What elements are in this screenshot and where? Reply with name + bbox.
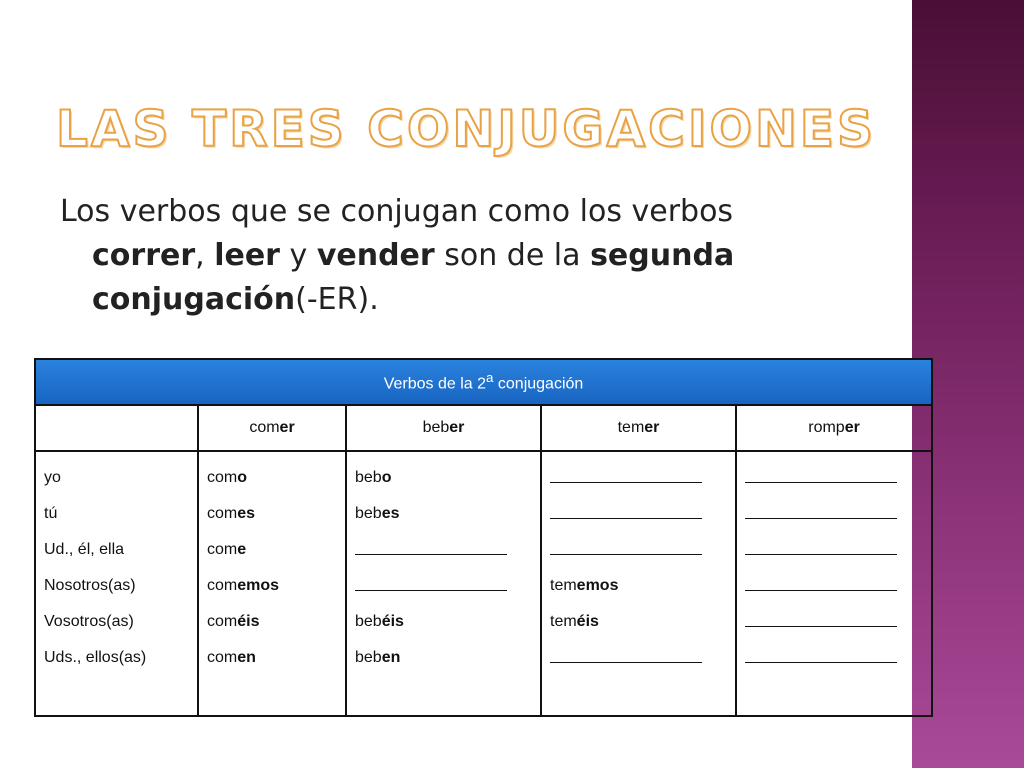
body-text-part: son de la [434, 238, 591, 273]
conjugated-form [207, 496, 337, 532]
conjugation-ending: emos [576, 577, 619, 594]
pronoun-label: yo [44, 469, 61, 486]
blank-answer-line [745, 640, 923, 676]
verb-ending: er [644, 419, 660, 436]
pronoun-label: tú [44, 505, 58, 522]
verb-ending: er [449, 419, 465, 436]
verb-stem: tem [617, 419, 645, 436]
body-text-part: (-ER). [295, 282, 379, 317]
blank-answer-line [550, 496, 727, 532]
conjugation-ending: éis [576, 613, 599, 630]
conjugation-stem: tem [550, 613, 577, 630]
conjugated-form [550, 568, 727, 604]
table-header-text-end: conjugación [493, 375, 584, 393]
slide-body-text [60, 190, 852, 322]
conjugation-column-beber [346, 451, 541, 716]
conjugation-ending: éis [381, 613, 404, 630]
verb-stem: com [249, 419, 280, 436]
pronoun-label: Vosotros(as) [44, 613, 134, 630]
fill-in-blank [745, 568, 897, 591]
conjugated-form [207, 460, 337, 496]
fill-in-blank [550, 640, 702, 663]
conjugation-stem: com [207, 541, 238, 558]
pronoun-column [35, 451, 198, 716]
conjugation-column-romper [736, 451, 932, 716]
verb-header-romper [736, 405, 932, 451]
verb-header-comer [198, 405, 346, 451]
blank-answer-line [745, 568, 923, 604]
blank-answer-line [745, 532, 923, 568]
fill-in-blank [745, 496, 897, 519]
conjugation-stem: beb [355, 649, 382, 666]
blank-answer-line [550, 460, 727, 496]
conjugated-form [355, 640, 532, 676]
fill-in-blank [745, 604, 897, 627]
verb-ending: er [844, 419, 860, 436]
fill-in-blank [355, 568, 507, 591]
verb-stem: romp [808, 419, 845, 436]
body-text-part: , [195, 238, 215, 273]
blank-answer-line [550, 532, 727, 568]
verb-example-vender: vender [316, 238, 435, 273]
fill-in-blank [355, 532, 507, 555]
table-header [35, 359, 932, 405]
table-header-text: Verbos de la 2 [383, 375, 487, 393]
conjugation-ending: o [237, 469, 248, 486]
conjugation-table-container [34, 358, 931, 717]
conjugated-form [207, 640, 337, 676]
pronoun-label: Uds., ellos(as) [44, 649, 147, 666]
conjugated-form [355, 460, 532, 496]
conjugation-stem: tem [550, 577, 577, 594]
verb-header-beber [346, 405, 541, 451]
conjugation-ending: es [381, 505, 400, 522]
verb-stem: beb [422, 419, 450, 436]
conjugation-stem: com [207, 613, 238, 630]
conjugation-name: segunda conjugación [92, 238, 735, 317]
table-header-superscript: a [486, 370, 494, 386]
slide-title: LAS TRES CONJUGACIONES [56, 100, 876, 158]
pronoun-label: Ud., él, ella [44, 541, 125, 558]
conjugated-form [207, 604, 337, 640]
conjugation-data-row [35, 451, 932, 716]
conjugated-form [355, 496, 532, 532]
conjugation-column-temer [541, 451, 736, 716]
blank-answer-line [355, 568, 532, 604]
fill-in-blank [550, 460, 702, 483]
fill-in-blank [745, 460, 897, 483]
conjugation-ending: o [381, 469, 392, 486]
blank-answer-line [745, 496, 923, 532]
body-text-part: Los verbos que se conjugan como los verbos [60, 194, 734, 229]
blank-answer-line [355, 532, 532, 568]
conjugated-form [207, 568, 337, 604]
conjugation-ending: éis [237, 613, 260, 630]
pronoun-label: Nosotros(as) [44, 577, 136, 594]
verb-ending: er [279, 419, 295, 436]
conjugation-table [34, 358, 933, 717]
conjugation-stem: com [207, 505, 238, 522]
verb-infinitive-row [35, 405, 932, 451]
conjugation-stem: beb [355, 613, 382, 630]
conjugation-ending: en [381, 649, 401, 666]
empty-corner-cell [35, 405, 198, 451]
conjugated-form [550, 604, 727, 640]
conjugation-stem: com [207, 577, 238, 594]
fill-in-blank [550, 532, 702, 555]
conjugation-stem: com [207, 469, 238, 486]
conjugated-form [207, 532, 337, 568]
verb-header-temer [541, 405, 736, 451]
fill-in-blank [745, 640, 897, 663]
verb-example-leer: leer [214, 238, 280, 273]
blank-answer-line [745, 604, 923, 640]
fill-in-blank [745, 532, 897, 555]
conjugation-ending: es [237, 505, 256, 522]
conjugation-stem: com [207, 649, 238, 666]
table-header-row [35, 359, 932, 405]
verb-example-correr: correr [92, 238, 196, 273]
conjugation-stem: beb [355, 505, 382, 522]
conjugation-column-comer [198, 451, 346, 716]
conjugation-ending: en [237, 649, 256, 666]
conjugation-ending: emos [237, 577, 280, 594]
body-text-part: y [279, 238, 317, 273]
fill-in-blank [550, 496, 702, 519]
conjugation-ending: e [237, 541, 247, 558]
blank-answer-line [550, 640, 727, 676]
conjugated-form [355, 604, 532, 640]
blank-answer-line [745, 460, 923, 496]
conjugation-stem: beb [355, 469, 382, 486]
